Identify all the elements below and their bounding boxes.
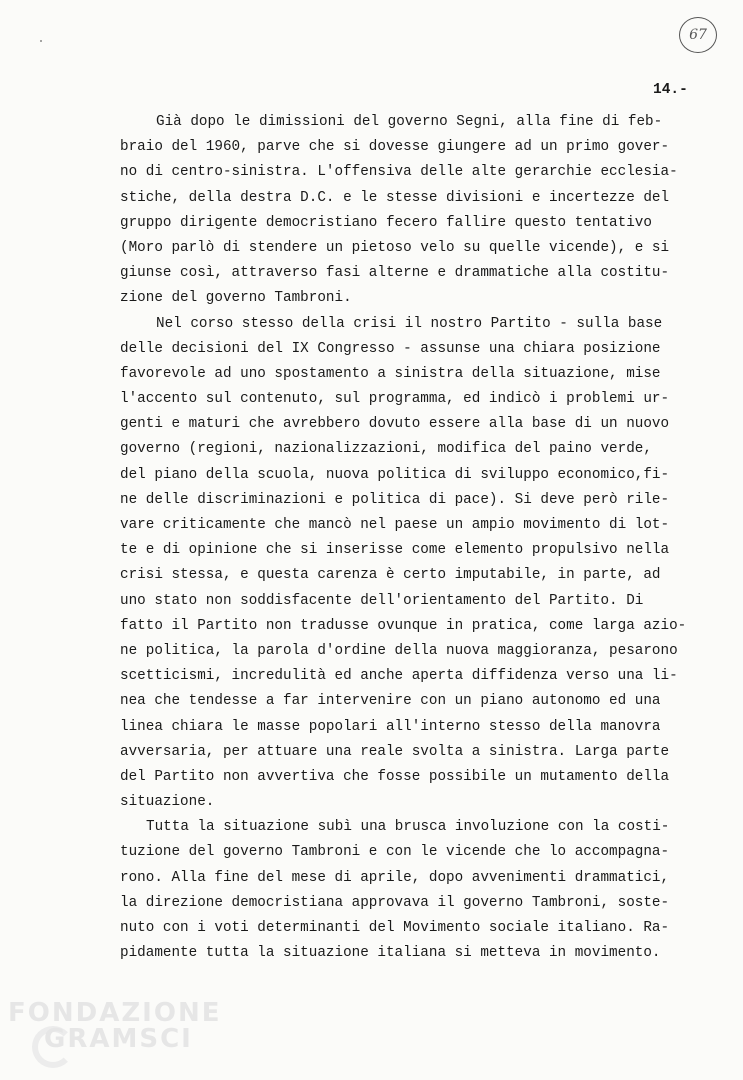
text-line: fatto il Partito non tradusse ovunque in pratica, come larga azio- [120, 617, 687, 634]
text-line: linea chiara le masse popolari all'interno stesso della manovra [120, 718, 661, 735]
watermark-line-2: GRAMSCI [44, 1024, 193, 1054]
text-line: del piano della scuola, nuova politica di sviluppo economico,fi- [120, 466, 670, 483]
text-line: del Partito non avvertiva che fosse possibile un mutamento della [120, 768, 670, 785]
text-line: Nel corso stesso della crisi il nostro Partito - sulla base [156, 315, 663, 332]
text-line: uno stato non soddisfacente dell'orientamento del Partito. Di [120, 592, 644, 609]
text-line: ne delle discriminazioni e politica di pace). Si deve però rile- [120, 491, 670, 508]
text-line: governo (regioni, nazionalizzazioni, modifica del paino verde, [120, 441, 652, 458]
text-line: rono. Alla fine del mese di aprile, dopo avvenimenti drammatici, [120, 869, 670, 886]
text-line: ne politica, la parola d'ordine della nuova maggioranza, pesarono [120, 642, 678, 659]
text-line: gruppo dirigente democristiano fecero fallire questo tentativo [120, 214, 652, 231]
text-line: giunse così, attraverso fasi alterne e drammatiche alla costitu- [120, 265, 670, 282]
scan-speck [40, 40, 42, 42]
text-line: (Moro parlò di stendere un pietoso velo su quelle vicende), e si [120, 239, 670, 256]
text-line: Tutta la situazione subì una brusca involuzione con la costi- [146, 819, 670, 836]
stamp-number: 67 [689, 27, 707, 43]
text-line: Già dopo le dimissioni del governo Segni, alla fine di feb- [156, 114, 663, 130]
page-stamp [679, 17, 717, 53]
text-line: situazione. [120, 794, 215, 811]
page-number: 14.- [653, 82, 688, 98]
document-body [120, 110, 695, 966]
text-line: nuto con i voti determinanti del Movimento sociale italiano. Ra- [120, 920, 670, 936]
text-line: crisi stessa, e questa carenza è certo imputabile, in parte, ad [120, 567, 661, 584]
text-line: zione del governo Tambroni. [120, 290, 352, 307]
text-line: tuzione del governo Tambroni e con le vicende che lo accompagna- [120, 844, 670, 861]
text-line: genti e maturi che avrebbero dovuto essere alla base di un nuovo [120, 416, 670, 433]
text-line: vare criticamente che mancò nel paese un ampio movimento di lot- [120, 517, 670, 533]
text-line: braio del 1960, parve che si dovesse giungere ad un primo gover- [120, 139, 670, 156]
text-line: favorevole ad uno spostamento a sinistra della situazione, mise [120, 365, 661, 382]
text-line: la direzione democristiana approvava il governo Tambroni, soste- [120, 894, 670, 911]
text-line: te e di opinione che si inserisse come elemento propulsivo nella [120, 542, 670, 559]
text-line: pidamente tutta la situazione italiana si metteva in movimento. [120, 945, 661, 962]
text-line: no di centro-sinistra. L'offensiva delle alte gerarchie ecclesia- [120, 164, 678, 181]
watermark-line-1: FONDAZIONE [8, 998, 222, 1028]
watermark [8, 1000, 221, 1052]
text-line: delle decisioni del IX Congresso - assunse una chiara posizione [120, 340, 661, 357]
text-line: avversaria, per attuare una reale svolta a sinistra. Larga parte [120, 743, 670, 760]
text-line: l'accento sul contenuto, sul programma, ed indicò i problemi ur- [120, 391, 670, 408]
text-line: scetticismi, incredulità ed anche aperta diffidenza verso una li- [120, 668, 678, 685]
text-line: stiche, della destra D.C. e le stesse divisioni e incertezze del [120, 189, 670, 206]
text-line: nea che tendesse a far intervenire con un piano autonomo ed una [120, 693, 661, 710]
